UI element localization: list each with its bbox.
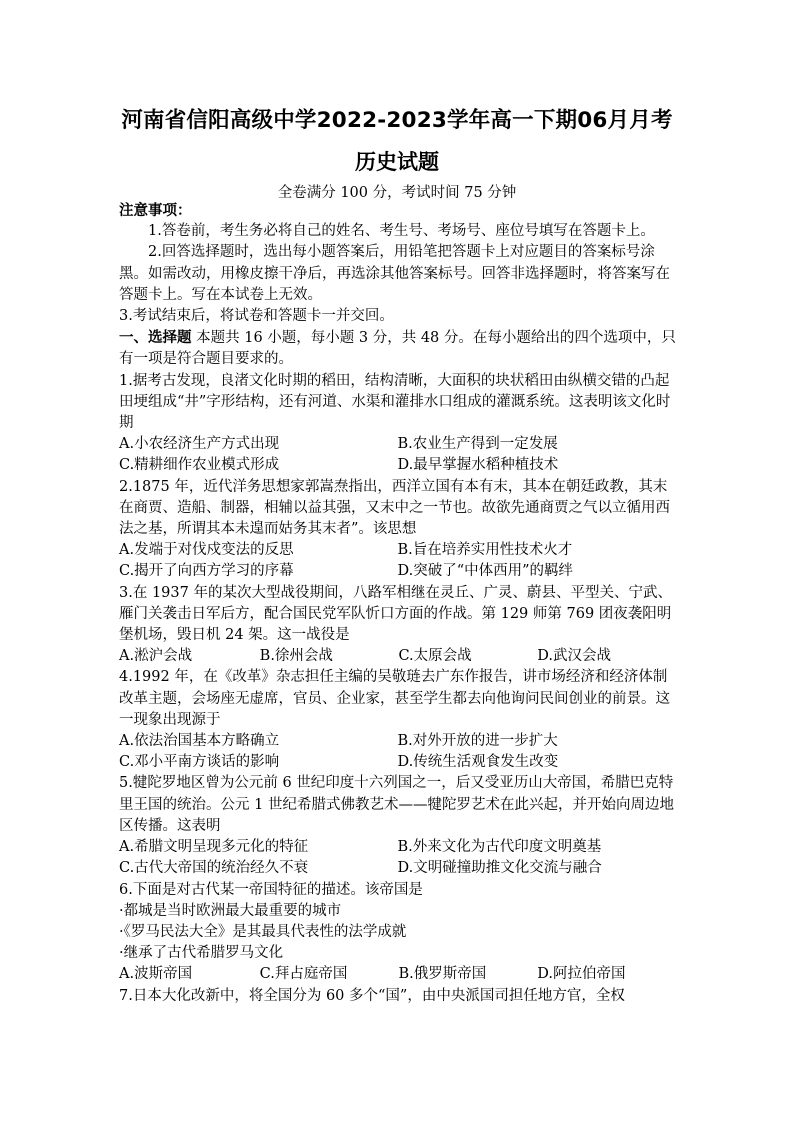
option-d: D.文明碰撞助推文化交流与融合 [397,860,602,877]
question-options [119,752,676,773]
option-d: D.最早掌握水稻种植技术 [397,457,559,474]
section-header [119,327,676,370]
question-stem: 7.日本大化改新中，将全国分为 60 多个“国”，由中央派国司担任地方官，全权 [119,987,625,1004]
option-a: A.依法治国基本方略确立 [119,733,280,750]
question-stem: 2.1875 年，近代洋务思想家郭嵩焘指出，西洋立国有本有末，其本在朝廷政教，其末在商贾、造船、制器，相辅以益其强，又末中之一节也。故欲先通商贾之气以立循用西法之基，所谓其本未遑而姑务其末者”。该思想 [119,478,670,538]
question-options [119,646,676,667]
question-options [119,434,676,455]
question-stem: 1.据考古发现，良渚文化时期的稻田，结构清晰，大面积的块状稻田由纵横交错的凸起田埂组成“井”字形结构，还有河道、水渠和灌排水口组成的灌溉系统。这表明该文化时期 [119,372,671,432]
option-b: B.旨在培养实用性技术火才 [397,542,573,559]
option-c: C.精耕细作农业模式形成 [119,457,280,474]
question-bullet: ·都城是当时欧洲最大最重要的城市 [119,902,342,919]
option-d: D.武汉会战 [537,648,611,665]
section-heading: 一、选择题 [119,329,192,347]
question-stem: 3.在 1937 年的某次大型战役期间，八路军相继在灵丘、广灵、蔚县、平型关、宁武、雁门关袭击日军后方，配合国民党军队忻口方面的作战。第 129 师第 769 团夜袭阳明堡机场，毁日机 24 架。这一战役是 [119,584,672,644]
option-a: A.淞沪会战 [119,648,193,665]
option-a: A.发端于对伐戍变法的反思 [119,542,294,559]
notice-heading: 注意事项： [119,202,192,219]
question-options [119,731,676,752]
option-a: A.小农经济生产方式出现 [119,436,280,453]
question-stem: 5.犍陀罗地区曾为公元前 6 世纪印度十六列国之一，后又受亚历山大帝国，希腊巴克特里王国的统治。公元 1 世纪希腊式佛教艺术——犍陀罗艺术在此兴起，并开始向周边地区传播。这表明 [119,775,674,834]
notice-item: 2.回答选择题时，选出每小题答案后，用铅笔把答题卡上对应题目的答案标号涂黑。如需改动，用橡皮擦干净后，再选涂其他答案标号。回答非选择题时，将答案写在答题卡上。写在本试卷上无效。 [119,244,670,303]
option-b: B.对外开放的进一步扩大 [397,733,558,750]
option-b: B.外来文化为古代印度文明奠基 [397,839,602,856]
question-options [119,540,676,561]
option-d: D.突破了“中体西用”的羁绊 [397,563,574,580]
exam-content [119,200,676,1007]
option-c: C.古代大帝国的统治经久不衰 [119,860,309,877]
question-bullet: ·《罗马民法大全》是其最具代表性的法学成就 [119,923,407,940]
exam-title: 河南省信阳高级中学2022-2023学年高一下期06月月考 [121,108,673,133]
option-c: C.邓小平南方谈话的影响 [119,754,280,771]
option-d: D.阿拉伯帝国 [537,966,626,983]
option-b: B.徐州会战 [259,648,333,665]
option-b: B.俄罗斯帝国 [398,966,487,983]
question-options [119,964,676,985]
exam-subject-title: 历史试题 [355,150,439,174]
question-options [119,837,676,858]
exam-info: 全卷满分 100 分，考试时间 75 分钟 [277,185,517,201]
question-bullet: ·继承了古代希腊罗马文化 [119,945,284,962]
option-c: C.揭开了向西方学习的序幕 [119,563,294,580]
question-options [119,561,676,582]
option-a: A.波斯帝国 [119,966,193,983]
option-b: B.农业生产得到一定发展 [397,436,558,453]
question-options [119,858,676,879]
option-a: A.希腊文明呈现多元化的特征 [119,839,309,856]
question-stem: 4.1992 年，在《改革》杂志担任主编的吴敬琏去广东作报告，讲市场经济和经济体制改革主题，会场座无虚席，官员、企业家，甚至学生都去向他询问民间创业的前景。这一现象出现源于 [119,669,670,728]
option-d: D.传统生活观食发生改变 [397,754,559,771]
question-stem: 6.下面是对古代某一帝国特征的描述。该帝国是 [119,881,423,898]
notice-item: 3.考试结束后，将试卷和答题卡一并交回。 [119,308,394,325]
section-description: 本题共 16 小题，每小题 3 分，共 48 分。在每小题给出的四个选项中，只有一项是符合题目要求的。 [119,330,676,368]
notice-item: 1.答卷前，考生务必将自己的姓名、考生号、考场号、座位号填写在答题卡上。 [148,223,655,240]
option-c: C.太原会战 [398,648,472,665]
question-options [119,455,676,476]
option-c: C.拜占庭帝国 [259,966,348,983]
